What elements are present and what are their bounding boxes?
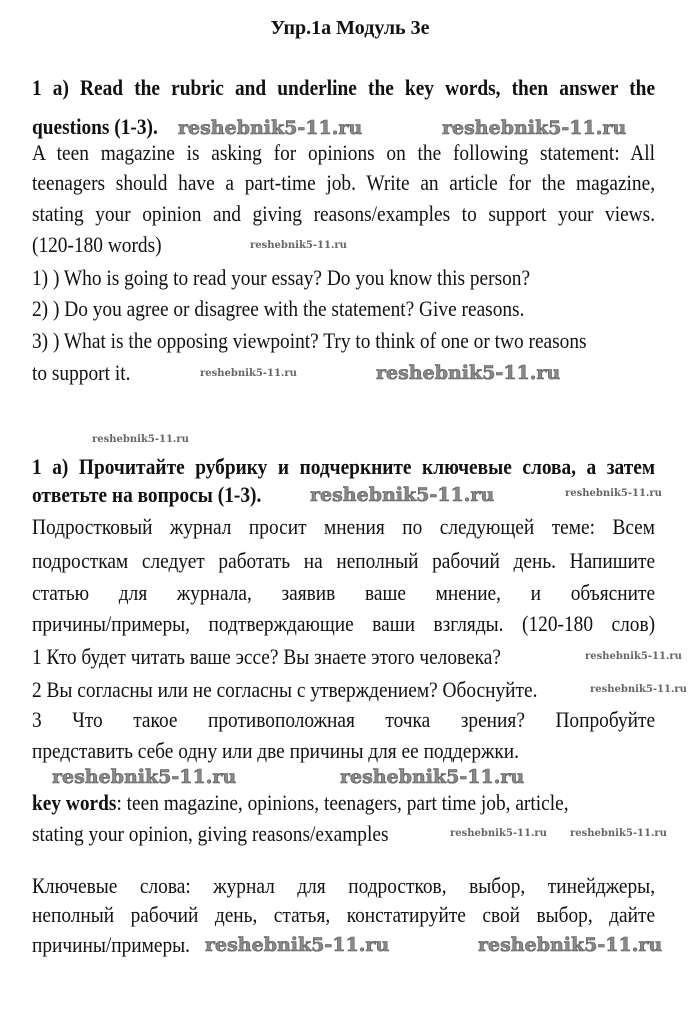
watermark: reshebnik5-11.ru (52, 766, 237, 788)
russian-paragraph-line: Подростковый журнал просит мнения по следующей теме: Всем (32, 514, 656, 539)
english-question: 3) ) What is the opposing viewpoint? Try to think of one or two reasons (32, 328, 587, 353)
english-paragraph-line: A teen magazine is asking for opinions on the following statement: All (32, 140, 656, 165)
english-paragraph-line: (120-180 words) (32, 232, 162, 257)
russian-heading-line: ответьте на вопросы (1-3). (32, 482, 262, 507)
english-paragraph-line: stating your opinion and giving reasons/examples to support your views. (32, 201, 656, 226)
watermark: reshebnik5-11.ru (250, 240, 347, 251)
watermark: reshebnik5-11.ru (178, 117, 363, 139)
russian-question: 2 Вы согласны или не согласны с утверждением? Обоснуйте. (32, 677, 538, 702)
russian-paragraph-line: подросткам следует работать на неполный рабочий день. Напишите (32, 548, 656, 573)
russian-question: 1 Кто будет читать ваше эссе? Вы знаете этого человека? (32, 644, 501, 669)
key-words-line: stating your opinion, giving reasons/examples (32, 821, 389, 846)
watermark: reshebnik5-11.ru (200, 368, 297, 379)
watermark: reshebnik5-11.ru (92, 434, 189, 445)
english-heading-line: 1 a) Read the rubric and underline the key words, then answer the (32, 75, 656, 100)
english-paragraph-line: teenagers should have a part-time job. Write an article for the magazine, (32, 170, 656, 195)
english-question: 1) ) Who is going to read your essay? Do you know this person? (32, 265, 531, 290)
key-words-text: : teen magazine, opinions, teenagers, part time job, article, (116, 790, 569, 815)
key-words-ru-line: Ключевые слова: журнал для подростков, выбор, тинейджеры, (32, 873, 656, 898)
russian-paragraph-line: причины/примеры, подтверждающие ваши взгляды. (120-180 слов) (32, 611, 656, 636)
english-heading-line: questions (1-3). (32, 114, 158, 139)
watermark: reshebnik5-11.ru (310, 484, 495, 506)
watermark: reshebnik5-11.ru (450, 828, 547, 839)
key-words-line (32, 790, 569, 816)
russian-question: представить себе одну или две причины для ее поддержки. (32, 738, 520, 763)
watermark: reshebnik5-11.ru (205, 934, 390, 956)
watermark: reshebnik5-11.ru (376, 362, 561, 384)
russian-heading-line: 1 а) Прочитайте рубрику и подчеркните ключевые слова, а затем (32, 454, 656, 479)
watermark: reshebnik5-11.ru (570, 828, 667, 839)
key-words-ru-line: неполный рабочий день, статья, констатируйте свой выбор, дайте (32, 902, 656, 927)
key-words-ru-line: причины/примеры. (32, 932, 191, 957)
watermark: reshebnik5-11.ru (478, 934, 663, 956)
russian-paragraph-line: статью для журнала, заявив ваше мнение, и объясните (32, 580, 656, 605)
key-words-label: key words (32, 790, 117, 815)
page-title: Упр.1а Модуль 3е (270, 17, 430, 39)
english-question: 2) ) Do you agree or disagree with the statement? Give reasons. (32, 296, 525, 321)
watermark: reshebnik5-11.ru (585, 651, 682, 662)
watermark: reshebnik5-11.ru (340, 766, 525, 788)
watermark: reshebnik5-11.ru (442, 117, 627, 139)
russian-question: 3 Что такое противоположная точка зрения? Попробуйте (32, 707, 656, 732)
watermark: reshebnik5-11.ru (590, 684, 687, 695)
watermark: reshebnik5-11.ru (565, 488, 662, 499)
english-question: to support it. (32, 360, 131, 385)
